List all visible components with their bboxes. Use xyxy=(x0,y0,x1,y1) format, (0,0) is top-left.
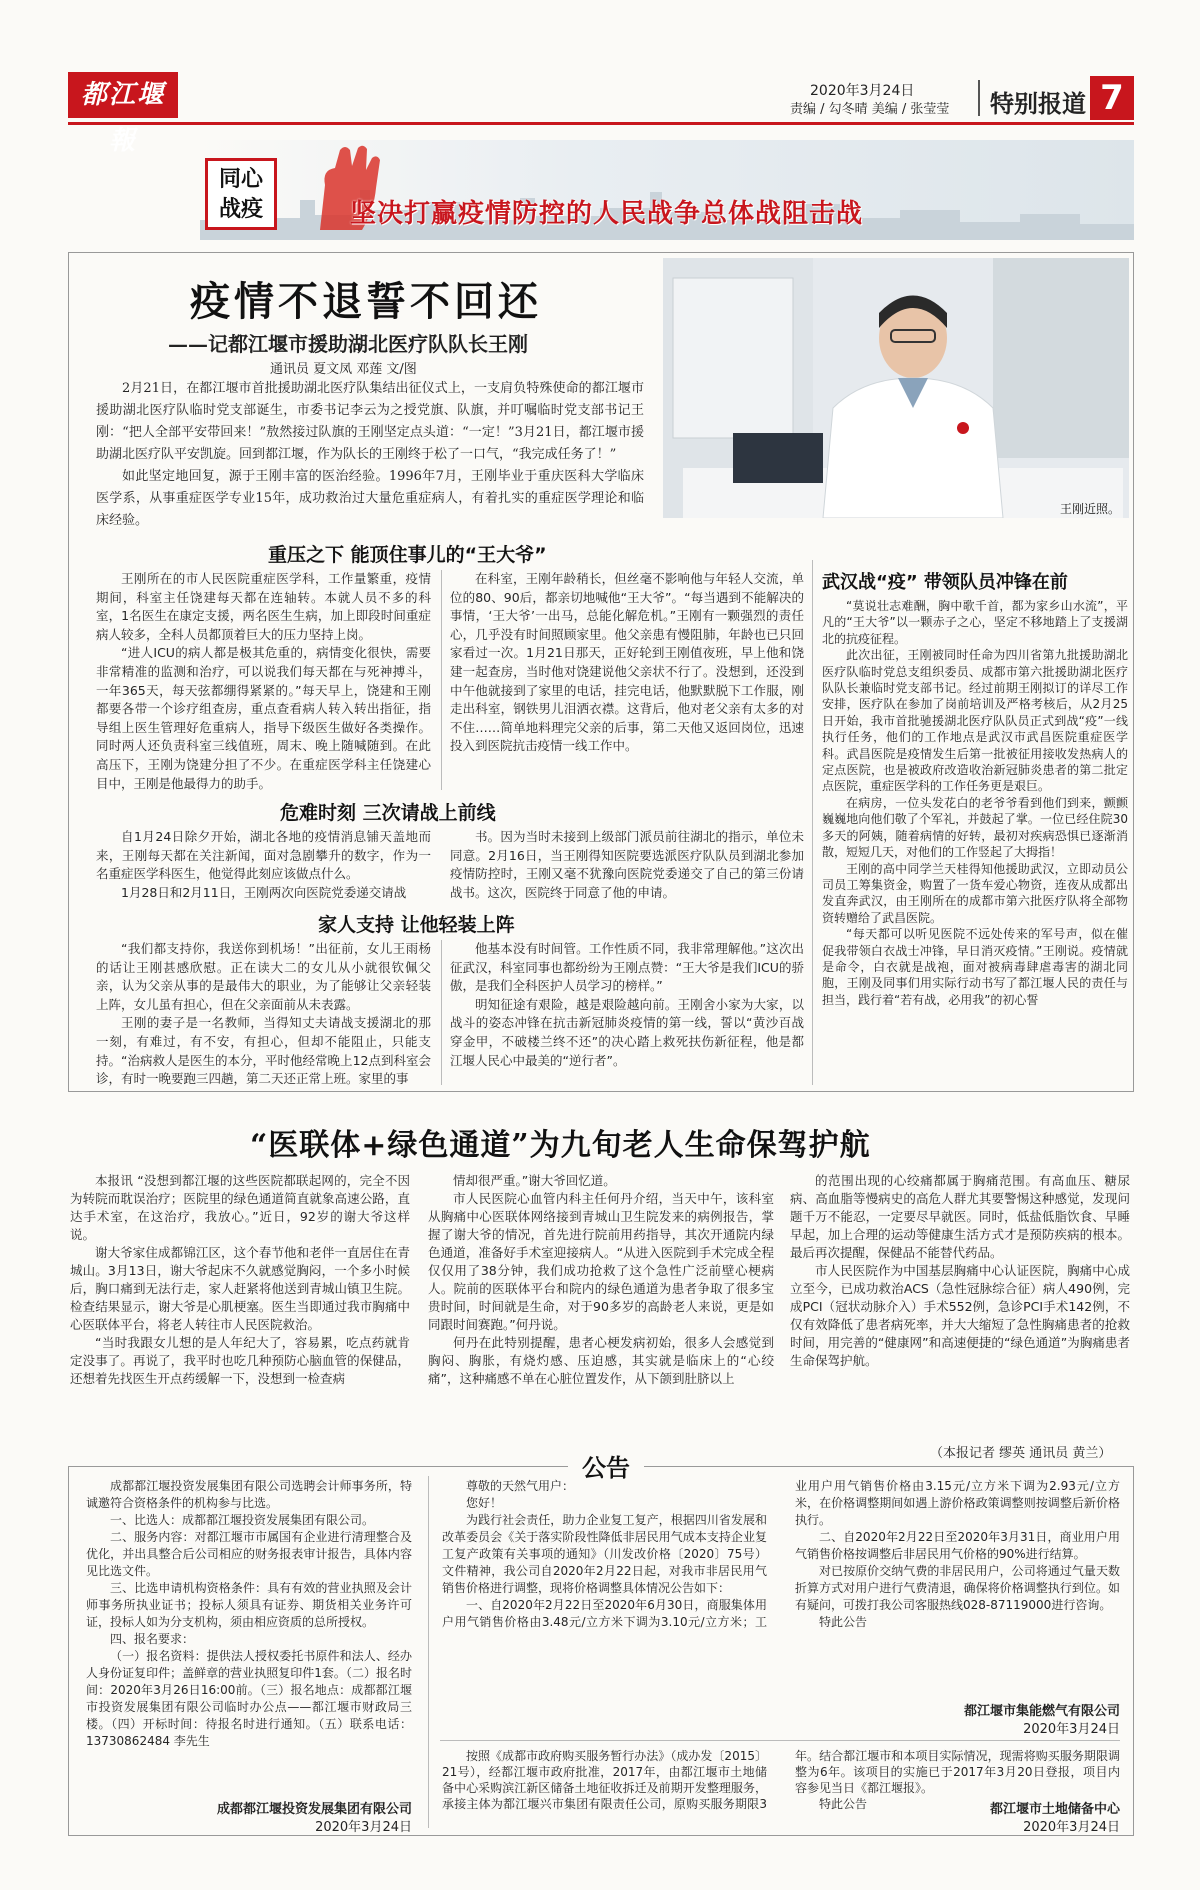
doctor-photo-illustration xyxy=(663,258,1129,518)
article-column xyxy=(428,1172,774,1388)
body-paragraph: 情却很严重。”谢大爷回忆道。 xyxy=(453,1173,616,1188)
notice-paragraph: 对已按原价交纳气费的非居民用户，公司将通过气量天数折算方式对用户进行气费清退，确保将价格调整执行到位。如有疑问，可拨打我公司客服热线028-87119000进行咨询。 xyxy=(795,1564,1120,1612)
body-paragraph: 的范围出现的心绞痛都属于胸痛范围。有高血压、糖尿病、高血脂等慢病史的高危人群尤其要警惕这种感觉，发现问题千万不能忍，一定要尽早就医。同时，低盐低脂饮食、早睡早起，加上合理的运动等健康生活方式才是预防疾病的根本。最后再次提醒，保健品不能替代药品。 xyxy=(790,1173,1130,1260)
body-paragraph: 何丹在此特别提醒，患者心梗发病初始，很多人会感觉到胸闷、胸胀，有烧灼感、压迫感，其实就是临床上的“心绞痛”，这种痛感不单在心脏位置发作，从下颌到肚脐以上 xyxy=(428,1335,774,1386)
notice-paragraph: 二、自2020年2月22日至2020年3月31日，商业用户用气销售价格按调整后非居民用气价格的90%进行结算。 xyxy=(795,1530,1120,1561)
body-paragraph: “进人ICU的病人都是极其危重的，病情变化很快，需要非常精准的监测和治疗，可以说我们每天都在与死神搏斗，一年365天，每天弦都绷得紧紧的。”每天早上，饶建和王刚都要各带一个诊疗组查房，重点查看病人转入转出指征，指导组上医生管理好危重病人，指导下级医生做好各类操作。同时两人还负责科室三线值班，周末、晚上随喊随到。在此高压下，王刚为饶建分担了不少。在重症医学科主任饶建心目中，王刚是他最得力的助手。 xyxy=(96,645,431,791)
header-rule xyxy=(68,122,1134,125)
notice-paragraph: 四、报名要求： xyxy=(110,1632,195,1646)
body-paragraph: 本报讯 “没想到都江堰的这些医院都联起网的，完全不因为转院而耽误治疗；医院里的绿色通道简直就象高速公路，直达手术室，在这治疗，我放心。”近日，92岁的谢大爷这样说。 xyxy=(70,1173,410,1242)
notice-paragraph: 特此公告 xyxy=(819,1797,868,1811)
issue-date: 2020年3月24日 xyxy=(810,83,915,99)
article-column xyxy=(96,570,431,793)
campaign-badge xyxy=(205,158,277,230)
header-separator xyxy=(978,80,980,116)
notice-date: 2020年3月24日 xyxy=(1023,1820,1120,1835)
article-column xyxy=(96,940,431,1089)
article-column xyxy=(70,1172,410,1388)
lead-paragraph: 如此坚定地回复，源于王刚丰富的医治经验。1996年7月，王刚毕业于重庆医科大学临床医学系，从事重症医学专业15年，成功救治过大量危重症病人，有着扎实的重症医学理论和临床经验。 xyxy=(96,469,644,528)
body-paragraph: 在病房，一位头发花白的老爷爷看到他们到来，颤颤巍巍地向他们敬了个军礼，并鼓起了掌。一位已经住院30多天的阿姨，随着病情的好转，最初对疾病恐惧已逐渐消散，短短几天，对他们的工作竖起了大拇指！ xyxy=(822,795,1128,860)
editors-credit: 责编 / 勾冬晴 美编 / 张莹莹 xyxy=(790,102,950,117)
body-paragraph: 自1月24日除夕开始，湖北各地的疫情消息铺天盖地而来，王刚每天都在关注新闻，面对急剧攀升的数字，作为一名重症医学科医生，他觉得此刻应该做点什么。 xyxy=(96,829,431,882)
lead-paragraph: 2月21日，在都江堰市首批援助湖北医疗队集结出征仪式上，一支肩负特殊使命的都江堰市援助湖北医疗队临时党支部诞生，市委书记李云为之授党旗、队旗，并叮嘱临时党支部书记王刚：“把人全部平安带回来！”敖然接过队旗的王刚坚定点头道：“一定！”3月21日，都江堰市援助湖北医疗队平安凯旋。回到都江堰，作为队长的王刚终于松了一口气，“我完成任务了！” xyxy=(96,381,644,462)
body-paragraph: 明知征途有艰险，越是艰险越向前。王刚舍小家为大家，以战斗的姿态冲锋在抗击新冠肺炎疫情的第一线，誓以“黄沙百战穿金甲，不破楼兰终不还”的决心踏上救死扶伤新征程，他是都江堰人民心中最美的“逆行者”。 xyxy=(450,996,804,1068)
article-credit: （本报记者 缪英 通讯员 黄兰） xyxy=(930,1446,1112,1461)
body-paragraph: 王刚的高中同学兰天桂得知他援助武汉，立即动员公司员工筹集资金，购置了一货车爱心物资，连夜从成都出发直奔武汉，由王刚所在的成都市第六批医疗队将全部物资转赠给了武昌医院。 xyxy=(822,861,1128,925)
notice-title: 公告 xyxy=(568,1448,644,1483)
body-paragraph: 王刚的妻子是一名教师，当得知丈夫请战支援湖北的那一刻，有难过，有不安，有担心，但却不能阻止，只能支持。“治病救人是医生的本分，平时他经常晚上12点到科室会诊，有时一晚要跑三四趟，第二天还正常上班。家里的事 xyxy=(96,1015,431,1087)
article-column xyxy=(96,828,431,902)
notice-paragraph: 特此公告 xyxy=(819,1615,868,1629)
column-rule xyxy=(441,570,442,790)
article-subtitle: ——记都江堰市援助湖北医疗队队长王刚 xyxy=(168,332,528,356)
body-paragraph: 谢大爷家住成都锦江区，这个春节他和老伴一直居住在青城山。3月13日，谢大爷起床不久就感觉胸闷，一个多小时候后，胸口痛到无法行走，家人赶紧将他送到青城山镇卫生院。检查结果显示，谢大爷是心肌梗塞。医生当即通过我市胸痛中心医联体平台，将老人转往市人民医院救治。 xyxy=(70,1245,410,1332)
notice-paragraph: （一）报名资料：提供法人授权委托书原件和法人、经办人身份证复印件；盖鲜章的营业执照复印件1套。（二）报名时间：2020年3月26日16:00前。（三）报名地点：成都都江堰市投资发展集团有限公司临时办公点——都江堰市财政局三楼。（四）开标时间：待报名时进行通知。（五）联系电话：13730862484 李先生 xyxy=(86,1649,412,1748)
article-title[interactable]: 疫情不退誓不回还 xyxy=(190,278,542,325)
notice-paragraph: 您好！ xyxy=(466,1496,503,1510)
article-column xyxy=(450,940,804,1070)
body-paragraph: 1月28日和2月11日，王刚两次向医院党委递交请战 xyxy=(121,884,407,900)
section-heading: 家人支持 让他轻装上阵 xyxy=(318,914,515,936)
section-title: 特别报道 xyxy=(990,90,1086,118)
article-column xyxy=(790,1172,1130,1370)
masthead-logo[interactable]: 都江堰報 xyxy=(68,72,178,118)
notice-paragraph: 三、比选申请机构资格条件：具有有效的营业执照及会计师事务所执业证书；投标人须具有证券、期货相关业务许可证，投标人如为分支机构，须由相应资质的总所授权。 xyxy=(86,1581,412,1629)
body-paragraph: 此次出征，王刚被同时任命为四川省第九批援助湖北医疗队临时党总支组织委员、成都市第六批援助湖北医疗队队长兼临时党支部书记。经过前期王刚拟订的详尽工作安排，医疗队在参加了岗前培训及严格考核后，从2月25日开始，我市首批驰援湖北医疗队队员正式到战“疫”一线执行任务，他们的工作地点是武汉市武昌医院重症医学科。武昌医院是疫情发生后第一批被征用接收发热病人的定点医院，也是被政府改造收治新冠肺炎患者的第二批定点医院，重症医学科的工作任务更是艰巨。 xyxy=(822,648,1128,794)
notice-paragraph: 按照《成都市政府购买服务暂行办法》（成办发〔2015〕21号），经都江堰市政府批准，2017年，由都江堰市土地储备中心采购滨江新区储备土地征收拆迁及前期开发整理服务，承接主体为都江堰兴市集团有限责任公司，原购买服务期限3年。结合都江堰市和本项目实际情况，现需将购买服务期限调整为6年。该项目的实施已于2017年3月20日登报，项目内容参见当日《都江堰报》。 xyxy=(442,1749,1120,1811)
notice-signer: 成都都江堰投资发展集团有限公司 xyxy=(216,1802,412,1817)
notice-paragraph: 一、比选人：成都都江堰投资发展集团有限公司。 xyxy=(110,1513,375,1527)
body-paragraph: 书。因为当时未接到上级部门派员前往湖北的指示，单位未同意。2月16日，当王刚得知医院要选派医疗队队员到湖北参加疫情防控时，王刚又毫不犹豫向医院党委递交了自己的第三份请战书。这次，医院终于同意了他的申请。 xyxy=(450,829,804,900)
article-column xyxy=(450,828,804,902)
notice-signer: 都江堰市集能燃气有限公司 xyxy=(963,1704,1120,1719)
body-paragraph: 市人民医院心血管内科主任何丹介绍，当天中午，该科室从胸痛中心医联体网络接到青城山卫生院发来的病例报告，掌握了谢大爷的情况，首先进行院前用药指导，其次开通院内绿色通道，准备好手术室迎接病人。“从进入医院到手术完成全程仅仅用了38分钟，我们成功抢救了这个急性广泛前壁心梗病人。院前的医联体平台和院内的绿色通道为患者争取了很多宝贵时间，时间就是生命，对于90多岁的高龄老人来说，更是如同跟时间赛跑。”何丹说。 xyxy=(428,1191,774,1332)
column-rule xyxy=(428,1476,429,1828)
notice-paragraph: 一、自2020年2月22日至2020年6月30日，商服集体用户用气销售价格由3.48元/立方米下调为3.10元/立方米；工业用户用气销售价格由3.15元/立方米下调为2.93元/立方米，在价格调整期间如遇上游价格政策调整则按调整后新价格执行。 xyxy=(442,1479,1120,1629)
notice-date: 2020年3月24日 xyxy=(315,1820,412,1835)
badge-line-2: 战疫 xyxy=(218,197,263,222)
doctor-photo xyxy=(663,258,1129,518)
photo-caption: 王刚近照。 xyxy=(1060,502,1121,516)
article-lead xyxy=(96,378,644,532)
body-paragraph: 王刚所在的市人民医院重症医学科，工作量繁重，疫情期间，科室主任饶建每天都在连轴转。本就人员不多的科室，1名医生在康定支援，两名医生生病，加上即段时间重症病人较多，全科人员都顶着巨大的压力坚持上岗。 xyxy=(96,571,431,642)
article-column xyxy=(450,570,804,756)
body-paragraph: 在科室，王刚年龄稍长，但丝毫不影响他与年轻人交流，单位的80、90后，都亲切地喊他“王大爷”。“每当遇到不能解决的事情，‘王大爷’一出马，总能化解危机。”王刚有一颗强烈的责任心，几乎没有时间照顾家里。他父亲患有慢阻肺，年龄也已只回家看过一次。1月21日那天，正好轮到王刚值夜班，早上他和饶建一起查房，当时他对饶建说他父亲状不行了。没想到，还没到中午他就接到了家里的电话，挂完电话，他默默脱下工作服，刚走出科室，钢铁男儿泪洒衣襟。这背后，他对老父亲有太多的对不住……简单地料理完父亲的后事，第二天他又返回岗位，迅速投入到医院抗击疫情一线工作中。 xyxy=(450,571,804,754)
column-rule xyxy=(441,940,442,1085)
notice-paragraph: 为践行社会责任，助力企业复工复产，根据四川省发展和改革委员会《关于落实阶段性降低非居民用气成本支持企业复工复产政策有关事项的通知》（川发改价格〔2020〕75号）文件精神，我公司自2020年2月22日起，对我市非居民用气销售价格进行调整，现将价格调整具体情况公告如下： xyxy=(442,1513,767,1595)
section-heading: 危难时刻 三次请战上前线 xyxy=(280,802,496,824)
notice-paragraph: 二、服务内容：对都江堰市市属国有企业进行清理整合及优化，并出具整合后公司相应的财务报表审计报告，具体内容见比选文件。 xyxy=(86,1530,412,1578)
notice-column xyxy=(86,1478,412,1750)
body-paragraph: “我们都支持你，我送你到机场！”出征前，女儿王雨杨的话让王刚甚感欣慰。正在读大二的女儿从小就很钦佩父亲，认为父亲从事的是最伟大的职业，为了能够让父亲轻装上阵，女儿虽有担心，但在父亲面前从未表露。 xyxy=(96,941,431,1012)
notice-signer: 都江堰市土地储备中心 xyxy=(989,1802,1120,1817)
notice-column xyxy=(442,1478,1120,1694)
article-column xyxy=(822,598,1128,1008)
campaign-slogan: 坚决打赢疫情防控的人民战争总体战阻击战 xyxy=(350,199,864,229)
body-paragraph: “每天都可以听见医院不远处传来的军号声，似在催促我带领白衣战士冲锋，早日消灭疫情。”王刚说。疫情就是命令，白衣就是战袍，面对被病毒肆虐毒害的湖北同胞，王刚及同事们用实际行动书写了都江堰人民的责任与担当，践行着“若有战，必用我”的初心誓 xyxy=(822,927,1128,1007)
section-heading: 武汉战“疫” 带领队员冲锋在前 xyxy=(822,572,1068,593)
notice-divider xyxy=(440,1740,1120,1741)
section-heading: 重压之下 能顶住事儿的“王大爷” xyxy=(268,544,547,566)
body-paragraph: 市人民医院作为中国基层胸痛中心认证医院，胸痛中心成立至今，已成功救治ACS（急性冠脉综合征）病人490例，完成PCI（冠状动脉介入）手术552例，急诊PCI手术142例，不仅有效降低了患者病死率，并大大缩短了急性胸痛患者的抢救时间，用完善的“健康网”和高速便捷的“绿色通道”为胸痛患者生命保驾护航。 xyxy=(790,1263,1130,1368)
body-paragraph: “莫说壮志难酬，胸中歌千首，都为家乡山水流”，平凡的“王大爷”以一颗赤子之心，坚定不移地踏上了支援湖北的抗疫征程。 xyxy=(822,599,1128,646)
body-paragraph: “当时我跟女儿想的是人年纪大了，容易累，吃点药就肯定没事了。再说了，我平时也吃几种预防心脑血管的保健品，还想着先找医生开点药缓解一下，没想到一检查病 xyxy=(70,1335,410,1386)
article-title[interactable]: “医联体+绿色通道”为九旬老人生命保驾护航 xyxy=(250,1128,871,1163)
badge-line-1: 同心 xyxy=(218,167,263,192)
column-rule xyxy=(812,560,813,1085)
page-number: 7 xyxy=(1090,76,1134,120)
notice-paragraph: 成都都江堰投资发展集团有限公司选聘会计师事务所，特诚邀符合资格条件的机构参与比选。 xyxy=(86,1479,412,1510)
article-byline: 通讯员 夏文凤 邓莲 文/图 xyxy=(270,362,417,377)
body-paragraph: 他基本没有时间管。工作性质不同，我非常理解他。”这次出征武汉，科室同事也都纷纷为王刚点赞：“王大爷是我们ICU的骄傲，是我们全科医护人员学习的榜样。” xyxy=(450,941,804,994)
notice-date: 2020年3月24日 xyxy=(1023,1722,1120,1737)
notice-paragraph: 尊敬的天然气用户： xyxy=(466,1479,575,1493)
